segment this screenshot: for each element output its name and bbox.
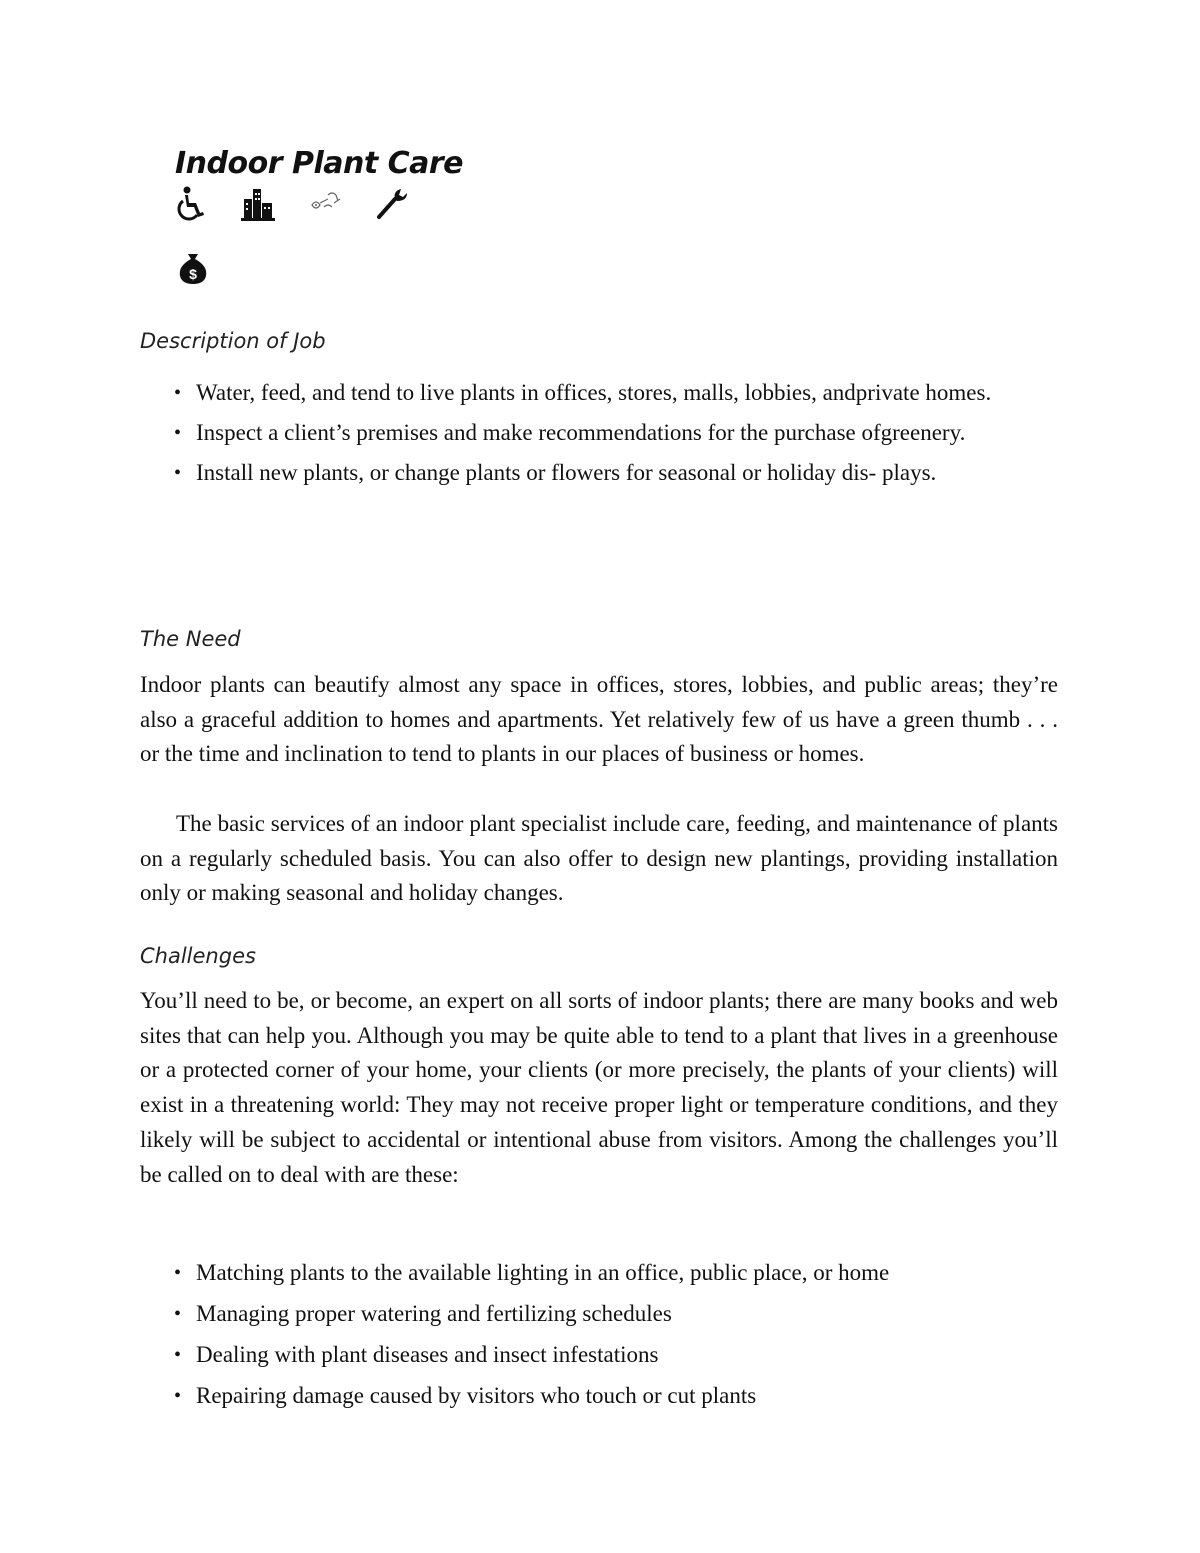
list-item: • Inspect a client’s premises and make recommendations for the purchase ofgreenery. — [174, 415, 1058, 451]
svg-text:$: $ — [189, 266, 197, 282]
need-paragraph-2: The basic services of an indoor plant specialist include care, feeding, and maintenance of plants on a regularly scheduled basis. You can also offer to design new plantings, providing installation only or making seasonal and holiday changes. — [140, 811, 1058, 906]
list-item: • Managing proper watering and fertilizing schedules — [174, 1296, 1058, 1332]
category-icons — [174, 185, 409, 221]
description-heading: Description of Job — [140, 329, 326, 353]
list-item: • Dealing with plant diseases and insect infestations — [174, 1337, 1058, 1373]
need-paragraph-1: Indoor plants can beautify almost any space in offices, stores, lobbies, and public areas; they’re also a graceful addition to homes and apartments. Yet relatively few of us have a green thumb . . . or the time and inclination to tend to plants in our places of business or homes. — [140, 672, 1058, 767]
list-item: • Install new plants, or change plants or flowers for seasonal or holiday dis- plays. — [174, 455, 1058, 491]
challenges-list — [174, 1255, 1058, 1414]
city-buildings-icon — [241, 185, 275, 221]
challenges-heading: Challenges — [140, 944, 256, 968]
wheelchair-accessible-icon — [174, 185, 208, 221]
need-heading: The Need — [140, 627, 241, 651]
list-item: • Repairing damage caused by visitors who touch or cut plants — [174, 1378, 1058, 1414]
tools-icon — [375, 185, 409, 221]
list-item: • Matching plants to the available lighting in an office, public place, or home — [174, 1255, 1058, 1291]
page-title: Indoor Plant Care — [175, 146, 464, 181]
money-icon-row — [176, 250, 210, 291]
list-item: • Water, feed, and tend to live plants in offices, stores, malls, lobbies, andprivate homes. — [174, 375, 1058, 411]
money-bag-icon — [176, 250, 210, 286]
communication-icon — [308, 185, 342, 221]
description-list — [174, 375, 1058, 491]
challenges-paragraph: You’ll need to be, or become, an expert on all sorts of indoor plants; there are many books and web sites that can help you. Although you may be quite able to tend to a plant that lives in a greenhouse or a protected corner of your home, your clients (or more precisely, the plants of your clients) will exist in a threatening world: They may not receive proper light or temperature conditions, and they likely will be subject to accidental or intentional abuse from visitors. Among the challenges you’ll be called on to deal with are these: — [140, 988, 1058, 1187]
